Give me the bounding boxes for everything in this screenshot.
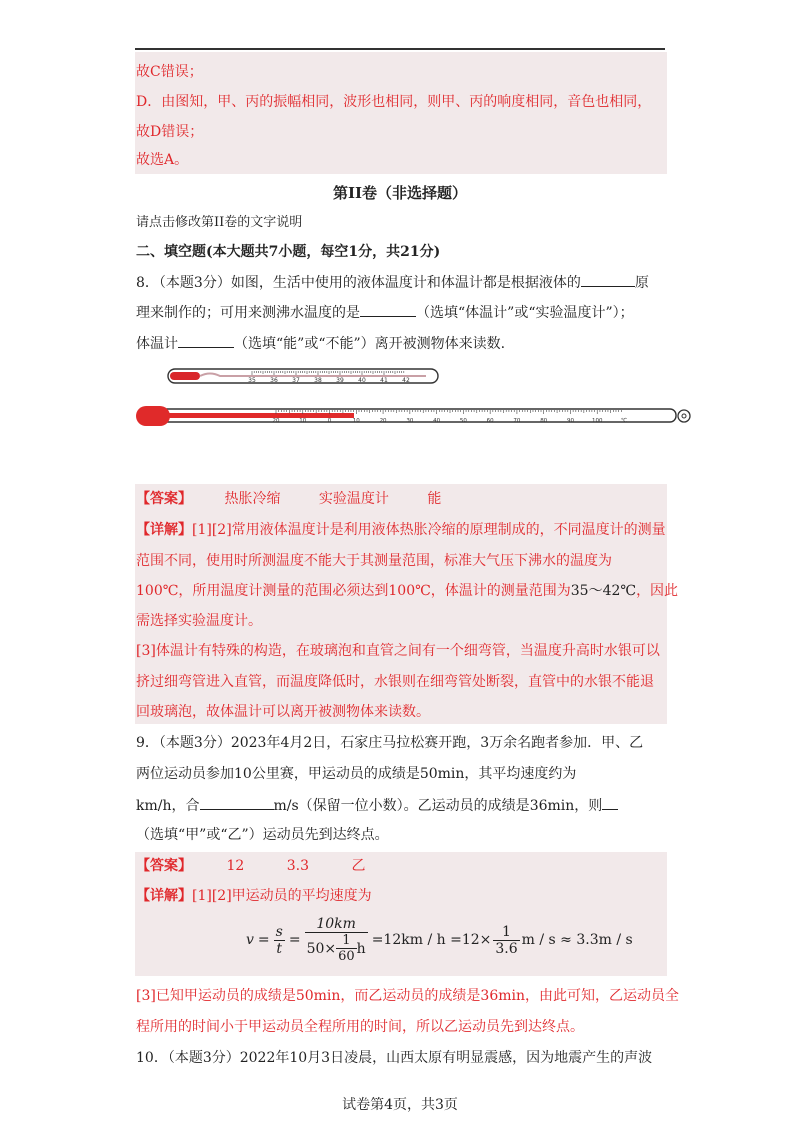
tick-label: 37 — [292, 377, 300, 384]
page-footer: 试卷第4页，共3页 — [342, 1097, 458, 1113]
q9-detail-line: 【详解】[1][2]甲运动员的平均速度为 — [136, 888, 372, 904]
q8-line: 体温计 （选填“能”或“不能”）离开被测物体来读数. — [136, 333, 505, 354]
q9-detail-line: 程所用的时间小于甲运动员全程所用的时间，所以乙运动员先到达终点。 — [136, 1019, 584, 1035]
q8-detail-line: 需选择实验温度计。 — [136, 613, 262, 629]
answer-blank[interactable] — [602, 795, 618, 810]
q8-line: 8．（本题3分）如图，生活中使用的液体温度计和体温计都是根据液体的 原 — [136, 272, 649, 293]
prev-answer-line: 故D错误； — [136, 124, 204, 140]
lab-thermometer-figure — [134, 402, 694, 434]
section-note[interactable]: 请点击修改第II卷的文字说明 — [136, 215, 303, 230]
tick-label: 100 — [591, 418, 603, 424]
answer-2: 3.3 — [286, 858, 309, 874]
tick-label: 50 — [459, 418, 467, 424]
prev-answer-box — [135, 52, 667, 174]
q9-line: （选填“甲”或“乙”）运动员先到达终点。 — [136, 827, 389, 843]
q8-answer-line — [136, 489, 441, 509]
prev-answer-line: D．由图知，甲、丙的振幅相同，波形也相同，则甲、丙的响度相同，音色也相同， — [136, 94, 652, 110]
q9-line: 9．（本题3分）2023年4月2日，石家庄马拉松赛开跑，3万余名跑者参加．甲、乙 — [136, 735, 644, 751]
tick-label: 20 — [272, 418, 280, 424]
tick-label: 10 — [352, 418, 360, 424]
tick-label: 20 — [379, 418, 387, 424]
tick-label: 90 — [566, 418, 574, 424]
q8-detail-line: [3]体温计有特殊的构造，在玻璃泡和直管之间有一个细弯管，当温度升高时水银可以 — [136, 643, 660, 659]
answer-blank[interactable] — [581, 272, 635, 287]
q8-detail-line: 【详解】[1][2]常用液体温度计是利用液体热胀冷缩的原理制成的，不同温度计的测量 — [136, 522, 666, 538]
q9-detail-line: [3]已知甲运动员的成绩是50min，而乙运动员的成绩是36min，由此可知，乙运动员全 — [136, 988, 679, 1004]
tick-label: ℃ — [620, 418, 628, 424]
answer-blank[interactable] — [200, 795, 274, 810]
tick-label: 80 — [540, 418, 548, 424]
q9-answer-line — [136, 856, 365, 876]
answer-2: 实验温度计 — [318, 491, 389, 507]
answer-label: 【答案】 — [136, 858, 192, 874]
answer-1: 热胀冷缩 — [224, 491, 281, 507]
answer-1: 12 — [226, 858, 245, 874]
section-title: 第II卷（非选择题） — [332, 184, 468, 202]
top-rule — [135, 48, 665, 50]
answer-3: 能 — [427, 491, 442, 507]
q8-detail-line: 回玻璃泡，故体温计可以离开被测物体来读数。 — [136, 704, 430, 720]
part-title: 二、填空题(本大题共7小题，每空1分，共21分) — [136, 244, 441, 260]
q8-line: 理来制作的；可用来测沸水温度的是 （选填“体温计”或“实验温度计”）； — [136, 302, 634, 323]
tick-label: 35 — [248, 377, 256, 384]
tick-label: 10 — [299, 418, 307, 424]
q8-detail-line: 挤过细弯管进入直管，而温度降低时，水银则在细弯管处断裂，直管中的水银不能退 — [136, 674, 654, 690]
tick-label: 40 — [358, 377, 366, 384]
answer-3: 乙 — [351, 858, 366, 874]
tick-label: 36 — [270, 377, 278, 384]
tick-label: 40 — [433, 418, 441, 424]
tick-label: 60 — [486, 418, 494, 424]
prev-answer-line: 故C错误； — [136, 64, 203, 80]
tick-label: 39 — [336, 377, 344, 384]
tick-label: 0 — [327, 418, 332, 424]
speed-formula: v = $\frac{s}{t}$ = 10km 50× $\frac{1}{60}$ h =12km / h =12× $\frac{1}{3.6}$ m / s ≈ 3.3m / s — [246, 916, 633, 964]
tick-label: 42 — [402, 377, 410, 384]
tick-label: 30 — [406, 418, 414, 424]
q8-detail-line: 100℃，所用温度计测量的范围必须达到100℃，体温计的测量范围为35～42℃，因此 — [136, 583, 679, 599]
answer-blank[interactable] — [360, 302, 416, 317]
q8-detail-line: 范围不同，使用时所测温度不能大于其测量范围，标准大气压下沸水的温度为 — [136, 553, 612, 569]
q10-line: 10．（本题3分）2022年10月3日凌晨，山西太原有明显震感，因为地震产生的声波 — [136, 1050, 653, 1066]
q9-line: 两位运动员参加10公里赛，甲运动员的成绩是50min，其平均速度约为 — [136, 766, 577, 782]
answer-blank[interactable] — [178, 333, 234, 348]
tick-label: 41 — [380, 377, 388, 384]
q9-line: km/h，合 m/s（保留一位小数）。乙运动员的成绩是36min，则 — [136, 795, 618, 816]
tick-label: 38 — [314, 377, 322, 384]
answer-label: 【答案】 — [136, 491, 192, 507]
tick-label: 70 — [513, 418, 521, 424]
clinical-thermometer-figure — [166, 364, 440, 386]
prev-answer-line: 故选A。 — [136, 152, 189, 168]
